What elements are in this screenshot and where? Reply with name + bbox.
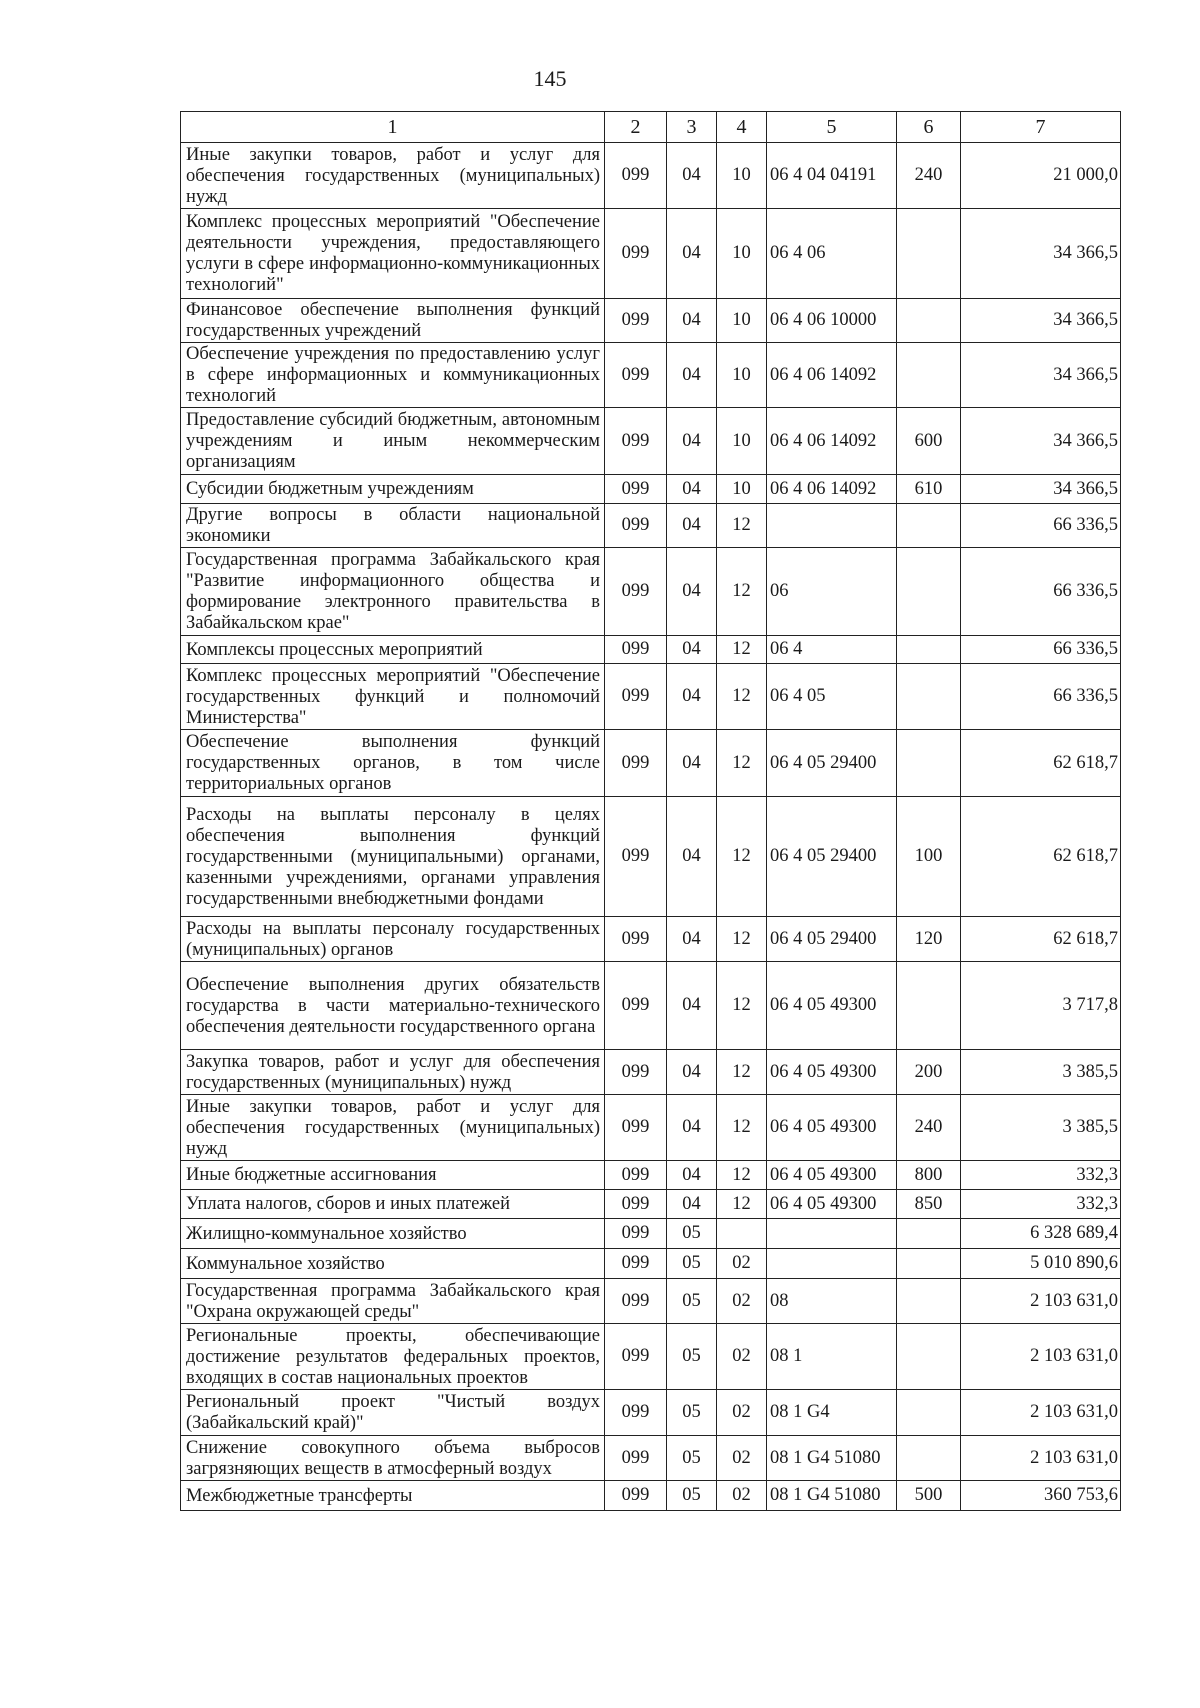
row-name: Предоставление субсидий бюджетным, автономным учреждениям и иным некоммерческим организациям [181,408,605,475]
row-target-code [767,504,897,548]
row-admin-code: 099 [605,209,667,299]
row-subsection: 02 [717,1481,767,1511]
row-admin-code: 099 [605,1390,667,1436]
row-subsection: 10 [717,209,767,299]
row-target-code: 06 4 04 04191 [767,143,897,209]
row-target-code: 08 1 [767,1324,897,1390]
header-col-3: 3 [667,112,717,143]
row-name: Комплекс процессных мероприятий "Обеспечение государственных функций и полномочий Министерства" [181,664,605,730]
row-amount: 21 000,0 [961,143,1121,209]
row-section: 04 [667,797,717,917]
row-expense-kind: 610 [897,475,961,504]
row-admin-code: 099 [605,1249,667,1279]
budget-table [180,111,1121,1511]
row-target-code: 06 4 06 14092 [767,343,897,408]
row-admin-code: 099 [605,730,667,797]
row-subsection: 10 [717,408,767,475]
row-subsection [717,1219,767,1249]
row-amount: 34 366,5 [961,475,1121,504]
row-admin-code: 099 [605,504,667,548]
row-section: 04 [667,636,717,664]
table-row [181,1390,1121,1436]
row-section: 05 [667,1390,717,1436]
row-name: Государственная программа Забайкальского края "Охрана окружающей среды" [181,1279,605,1324]
row-expense-kind [897,962,961,1050]
row-target-code: 06 4 05 49300 [767,1190,897,1219]
row-expense-kind [897,636,961,664]
row-subsection: 12 [717,636,767,664]
row-target-code: 08 1 G4 51080 [767,1436,897,1481]
row-amount: 332,3 [961,1161,1121,1190]
row-target-code: 06 4 05 29400 [767,730,897,797]
row-admin-code: 099 [605,1219,667,1249]
row-amount: 34 366,5 [961,209,1121,299]
row-section: 04 [667,343,717,408]
row-target-code: 06 4 06 [767,209,897,299]
row-name: Коммунальное хозяйство [181,1249,605,1279]
row-expense-kind [897,343,961,408]
row-subsection: 02 [717,1279,767,1324]
row-subsection: 02 [717,1390,767,1436]
row-expense-kind [897,548,961,636]
table-row [181,1279,1121,1324]
row-expense-kind: 240 [897,1095,961,1161]
row-subsection: 02 [717,1324,767,1390]
row-section: 05 [667,1279,717,1324]
page-number: 145 [533,66,567,91]
row-target-code: 06 4 05 [767,664,897,730]
row-admin-code: 099 [605,636,667,664]
row-section: 04 [667,408,717,475]
table-row [181,636,1121,664]
row-target-code: 06 4 05 49300 [767,1095,897,1161]
row-subsection: 12 [717,504,767,548]
table-row [181,1324,1121,1390]
table-row [181,1050,1121,1095]
header-col-1: 1 [181,112,605,143]
row-target-code: 06 4 05 49300 [767,1050,897,1095]
row-target-code: 06 4 06 14092 [767,475,897,504]
row-name: Финансовое обеспечение выполнения функций государственных учреждений [181,299,605,343]
row-name: Межбюджетные трансферты [181,1481,605,1511]
row-subsection: 12 [717,548,767,636]
table-row [181,1436,1121,1481]
table-row [181,1190,1121,1219]
row-name: Другие вопросы в области национальной экономики [181,504,605,548]
row-section: 04 [667,504,717,548]
row-target-code: 06 4 05 29400 [767,797,897,917]
table-header-row [181,112,1121,143]
row-admin-code: 099 [605,408,667,475]
row-admin-code: 099 [605,1190,667,1219]
row-target-code: 06 4 06 10000 [767,299,897,343]
row-target-code: 08 1 G4 51080 [767,1481,897,1511]
table-row [181,408,1121,475]
row-amount: 2 103 631,0 [961,1390,1121,1436]
table-row [181,548,1121,636]
table-row [181,664,1121,730]
header-col-5: 5 [767,112,897,143]
row-subsection: 10 [717,143,767,209]
row-section: 05 [667,1436,717,1481]
row-section: 04 [667,209,717,299]
row-expense-kind [897,299,961,343]
row-name: Закупка товаров, работ и услуг для обеспечения государственных (муниципальных) нужд [181,1050,605,1095]
table-row [181,730,1121,797]
row-amount: 66 336,5 [961,504,1121,548]
row-subsection: 02 [717,1436,767,1481]
row-amount: 62 618,7 [961,797,1121,917]
row-name: Иные бюджетные ассигнования [181,1161,605,1190]
row-admin-code: 099 [605,962,667,1050]
row-section: 04 [667,143,717,209]
row-expense-kind [897,1249,961,1279]
row-section: 04 [667,1190,717,1219]
row-admin-code: 099 [605,343,667,408]
row-section: 04 [667,962,717,1050]
row-subsection: 12 [717,1190,767,1219]
row-name: Иные закупки товаров, работ и услуг для обеспечения государственных (муниципальных) нужд [181,143,605,209]
row-section: 04 [667,475,717,504]
row-subsection: 10 [717,343,767,408]
row-section: 05 [667,1324,717,1390]
row-amount: 34 366,5 [961,343,1121,408]
row-name: Расходы на выплаты персоналу в целях обеспечения выполнения функций государственными (муниципальными) органами, казенными учреждениями, органами управления государственными внебюджетными фондами [181,797,605,917]
row-admin-code: 099 [605,797,667,917]
row-section: 04 [667,1050,717,1095]
row-amount: 66 336,5 [961,548,1121,636]
row-admin-code: 099 [605,1161,667,1190]
row-section: 04 [667,730,717,797]
row-admin-code: 099 [605,1324,667,1390]
row-admin-code: 099 [605,143,667,209]
row-name: Комплексы процессных мероприятий [181,636,605,664]
row-name: Расходы на выплаты персоналу государственных (муниципальных) органов [181,917,605,962]
row-admin-code: 099 [605,1095,667,1161]
table-row [181,797,1121,917]
table-row [181,1481,1121,1511]
row-expense-kind [897,504,961,548]
row-subsection: 10 [717,299,767,343]
row-amount: 6 328 689,4 [961,1219,1121,1249]
row-name: Иные закупки товаров, работ и услуг для обеспечения государственных (муниципальных) нужд [181,1095,605,1161]
row-expense-kind: 120 [897,917,961,962]
table-row [181,209,1121,299]
row-expense-kind: 500 [897,1481,961,1511]
row-target-code: 06 4 05 49300 [767,962,897,1050]
table-row [181,917,1121,962]
header-col-7: 7 [961,112,1121,143]
row-name: Обеспечение учреждения по предоставлению услуг в сфере информационных и коммуникационных технологий [181,343,605,408]
row-name: Государственная программа Забайкальского края "Развитие информационного общества и формирование электронного правительства в Забайкальском крае" [181,548,605,636]
row-admin-code: 099 [605,1481,667,1511]
row-subsection: 12 [717,1095,767,1161]
table-row [181,1219,1121,1249]
header-col-4: 4 [717,112,767,143]
row-amount: 62 618,7 [961,917,1121,962]
header-col-6: 6 [897,112,961,143]
table-row [181,143,1121,209]
row-expense-kind [897,1436,961,1481]
row-amount: 332,3 [961,1190,1121,1219]
row-expense-kind [897,1219,961,1249]
row-admin-code: 099 [605,1050,667,1095]
table-row [181,504,1121,548]
row-target-code: 06 4 [767,636,897,664]
row-amount: 3 717,8 [961,962,1121,1050]
row-section: 04 [667,1095,717,1161]
row-amount: 3 385,5 [961,1095,1121,1161]
row-expense-kind: 100 [897,797,961,917]
row-target-code: 06 4 05 49300 [767,1161,897,1190]
row-name: Снижение совокупного объема выбросов загрязняющих веществ в атмосферный воздух [181,1436,605,1481]
row-amount: 2 103 631,0 [961,1279,1121,1324]
row-subsection: 10 [717,475,767,504]
row-amount: 62 618,7 [961,730,1121,797]
row-expense-kind [897,664,961,730]
row-section: 05 [667,1219,717,1249]
row-admin-code: 099 [605,1279,667,1324]
row-expense-kind [897,1324,961,1390]
row-expense-kind [897,1390,961,1436]
table-row [181,475,1121,504]
row-name: Обеспечение выполнения функций государственных органов, в том числе территориальных органов [181,730,605,797]
row-subsection: 12 [717,917,767,962]
table-row [181,1095,1121,1161]
row-subsection: 12 [717,730,767,797]
row-name: Субсидии бюджетным учреждениям [181,475,605,504]
table-row [181,299,1121,343]
row-target-code [767,1249,897,1279]
table-row [181,343,1121,408]
row-amount: 34 366,5 [961,299,1121,343]
row-amount: 360 753,6 [961,1481,1121,1511]
row-expense-kind: 200 [897,1050,961,1095]
row-expense-kind [897,209,961,299]
row-section: 05 [667,1249,717,1279]
row-amount: 5 010 890,6 [961,1249,1121,1279]
row-name: Обеспечение выполнения других обязательств государства в части материально-технического обеспечения деятельности государственного органа [181,962,605,1050]
row-admin-code: 099 [605,299,667,343]
row-subsection: 12 [717,664,767,730]
row-section: 04 [667,917,717,962]
row-amount: 2 103 631,0 [961,1324,1121,1390]
row-admin-code: 099 [605,548,667,636]
row-expense-kind: 850 [897,1190,961,1219]
row-admin-code: 099 [605,917,667,962]
row-amount: 66 336,5 [961,636,1121,664]
row-name: Региональные проекты, обеспечивающие достижение результатов федеральных проектов, входящих в состав национальных проектов [181,1324,605,1390]
row-target-code [767,1219,897,1249]
row-name: Комплекс процессных мероприятий "Обеспечение деятельности учреждения, предоставляющего услуги в сфере информационно-коммуникационных технологий" [181,209,605,299]
row-section: 04 [667,299,717,343]
table-row [181,1249,1121,1279]
row-admin-code: 099 [605,1436,667,1481]
row-expense-kind: 800 [897,1161,961,1190]
table-row [181,1161,1121,1190]
row-admin-code: 099 [605,664,667,730]
row-expense-kind: 240 [897,143,961,209]
row-admin-code: 099 [605,475,667,504]
row-amount: 2 103 631,0 [961,1436,1121,1481]
row-name: Региональный проект "Чистый воздух (Забайкальский край)" [181,1390,605,1436]
row-expense-kind: 600 [897,408,961,475]
row-amount: 34 366,5 [961,408,1121,475]
row-subsection: 12 [717,1161,767,1190]
row-target-code: 06 4 05 29400 [767,917,897,962]
row-subsection: 12 [717,1050,767,1095]
row-expense-kind [897,1279,961,1324]
row-section: 04 [667,1161,717,1190]
row-name: Уплата налогов, сборов и иных платежей [181,1190,605,1219]
row-section: 04 [667,548,717,636]
row-expense-kind [897,730,961,797]
table-row [181,962,1121,1050]
row-name: Жилищно-коммунальное хозяйство [181,1219,605,1249]
row-subsection: 12 [717,797,767,917]
row-target-code: 08 [767,1279,897,1324]
row-target-code: 06 [767,548,897,636]
header-col-2: 2 [605,112,667,143]
row-subsection: 12 [717,962,767,1050]
row-target-code: 06 4 06 14092 [767,408,897,475]
row-amount: 66 336,5 [961,664,1121,730]
row-amount: 3 385,5 [961,1050,1121,1095]
row-section: 04 [667,664,717,730]
row-subsection: 02 [717,1249,767,1279]
row-target-code: 08 1 G4 [767,1390,897,1436]
row-section: 05 [667,1481,717,1511]
